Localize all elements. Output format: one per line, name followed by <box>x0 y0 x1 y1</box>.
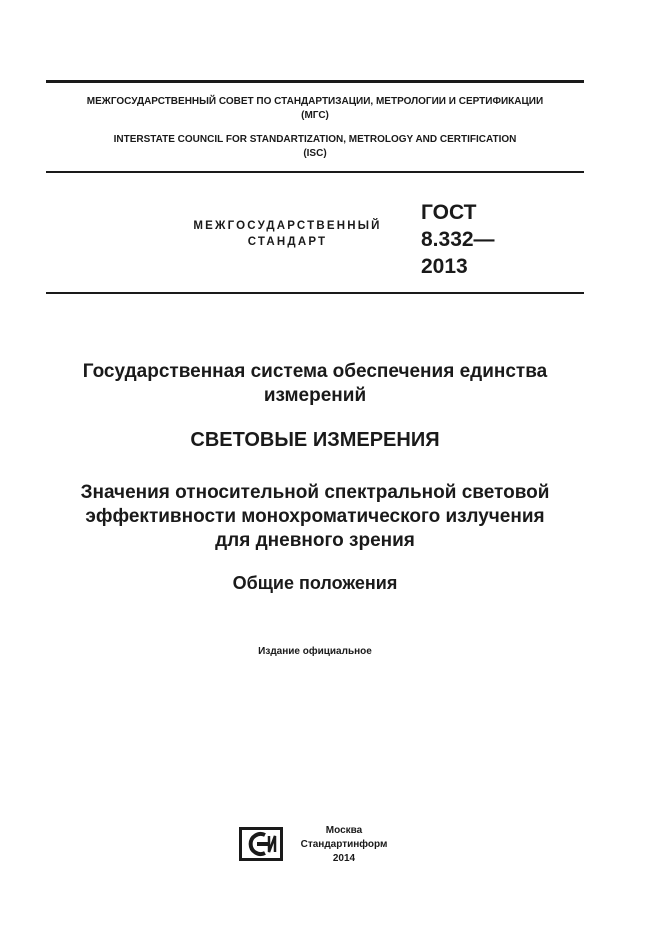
publisher-year: 2014 <box>332 853 356 864</box>
gost-number: 8.332— <box>421 228 495 251</box>
council-en-abbr: (ISC) <box>303 148 327 159</box>
publisher <box>294 824 394 866</box>
council-ru-abbr: (МГС) <box>301 110 329 121</box>
council-ru-line: МЕЖГОСУДАРСТВЕННЫЙ СОВЕТ ПО СТАНДАРТИЗАЦИИ, МЕТРОЛОГИИ И СЕРТИФИКАЦИИ <box>86 96 544 107</box>
standard-type <box>150 218 425 250</box>
gost-year: 2013 <box>421 255 468 278</box>
publisher-name: Стандартинформ <box>300 839 388 850</box>
subtitle-line1: Значения относительной спектральной световой <box>80 482 550 503</box>
publisher-city: Москва <box>325 825 363 836</box>
gost-label: ГОСТ <box>421 201 477 224</box>
main-title: СВЕТОВЫЕ ИЗМЕРЕНИЯ <box>190 429 440 451</box>
standartinform-logo-icon <box>239 827 283 861</box>
council-en-line: INTERSTATE COUNCIL FOR STANDARTIZATION, METROLOGY AND CERTIFICATION <box>113 134 517 145</box>
subtitle <box>40 481 590 553</box>
system-title <box>40 360 590 408</box>
middle-rule <box>46 171 584 173</box>
gost-designation <box>421 199 495 280</box>
top-rule <box>46 80 584 83</box>
subtitle-line3: для дневного зрения <box>215 530 415 551</box>
subtitle-line2: эффективности монохроматического излучения <box>85 506 545 527</box>
standard-type-line2: СТАНДАРТ <box>247 236 328 248</box>
standard-type-line1: МЕЖГОСУДАРСТВЕННЫЙ <box>193 220 382 232</box>
council-name-en <box>46 133 584 161</box>
system-title-line2: измерений <box>263 385 367 406</box>
bottom-rule <box>46 292 584 294</box>
part-title: Общие положения <box>232 573 398 593</box>
council-name-ru <box>46 95 584 123</box>
edition-note: Издание официальное <box>258 646 372 657</box>
system-title-line1: Государственная система обеспечения единства <box>82 361 548 382</box>
